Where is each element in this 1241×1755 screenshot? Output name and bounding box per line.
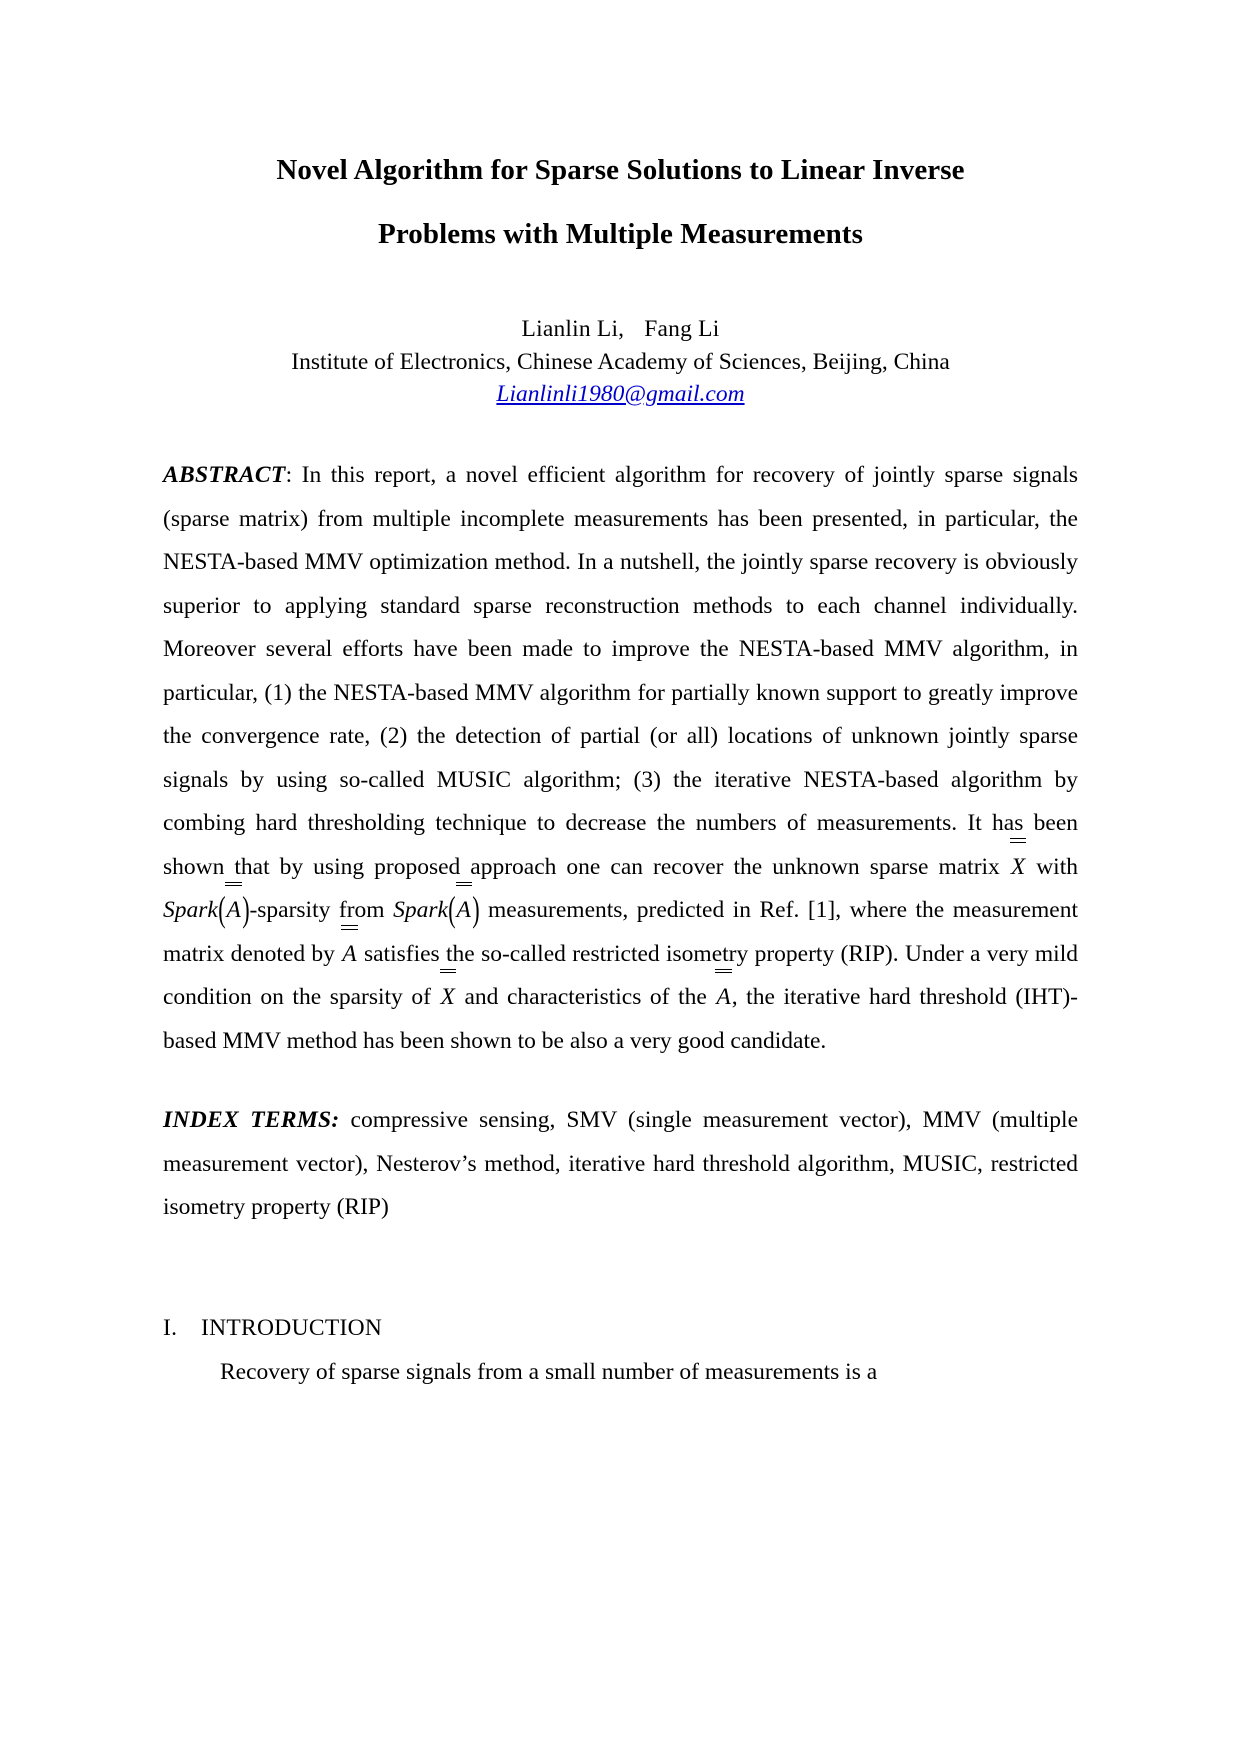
author-affiliation: Institute of Electronics, Chinese Academy of Sciences, Beijing, China <box>291 349 950 375</box>
abstract-text-part-4: measurements, predicted in Ref. [1], where the measurement matrix denoted by <box>163 897 1078 967</box>
section-numeral: I. <box>163 1314 178 1341</box>
paper-title <box>163 0 1078 266</box>
abstract-text-part-3: -sparsity from <box>249 897 394 923</box>
math-symbol-x-double-overline-2: X <box>440 976 456 1020</box>
section-paragraph: Recovery of sparse signals from a small number of measurements is a <box>220 1358 878 1385</box>
abstract-label-separator: : <box>285 462 302 488</box>
author-block <box>163 314 1078 410</box>
author-email-link[interactable]: Lianlinli1980@gmail.com <box>496 381 745 407</box>
abstract-paragraph <box>163 454 1078 1063</box>
abstract-label: ABSTRACT <box>163 462 286 488</box>
math-spark-expression-1: Spark(A) <box>163 897 249 923</box>
math-spark-name-1: Spark <box>163 897 218 923</box>
section-heading <box>163 1308 1078 1349</box>
math-symbol-a-double-overline-4: A <box>715 976 731 1020</box>
index-terms-label: INDEX TERMS: <box>163 1107 340 1133</box>
index-terms-text: compressive sensing, SMV (single measurement vector), MMV (multiple measurement vector), Nesterov’s method, iterative hard threshold algorithm, MUSIC, restricted isometry property (RIP) <box>163 1107 1078 1220</box>
section-heading-text: INTRODUCTION <box>201 1314 383 1341</box>
math-symbol-a-double-overline-3: A <box>341 933 357 977</box>
abstract-text-part-1: In this report, a novel efficient algorithm for recovery of jointly sparse signals (sparse matrix) from multiple incomplete measurements has been presented, in particular, the NESTA-based MMV optimization method. In a nutshell, the jointly sparse recovery is obviously superior to applying standard sparse reconstruction methods to each channel individually. Moreover several efforts have been made to improve the NESTA-based MMV algorithm, in particular, (1) the NESTA-based MMV algorithm for partially known support to greatly improve the convergence rate, (2) the detection of partial (or all) locations of unknown jointly sparse signals by using so-called MUSIC algorithm; (3) the iterative NESTA-based algorithm by combing hard thresholding technique to decrease the numbers of measurements. It has been shown that by using proposed approach one can recover the unknown sparse matrix <box>163 462 1078 880</box>
math-symbol-a-double-overline-1: A <box>225 889 241 933</box>
introduction-section <box>163 1308 1078 1393</box>
title-line-2: Problems with Multiple Measurements <box>378 218 863 250</box>
abstract-text-part-6: and characteristics of the <box>455 984 716 1010</box>
index-terms-section <box>163 1099 1078 1230</box>
abstract-text-part-5: satisfies the so-called restricted isometry property (RIP). Under a very mild condition on the sparsity of <box>163 940 1078 1010</box>
math-spark-name-2: Spark <box>393 897 448 923</box>
abstract-section <box>163 454 1078 1063</box>
title-line-1: Novel Algorithm for Sparse Solutions to Linear Inverse <box>276 154 965 186</box>
abstract-text-part-7: , the iterative hard threshold (IHT)-based MMV method has been shown to be also a very good candidate. <box>163 984 1078 1054</box>
author-name-first: Lianlin Li, <box>521 316 625 342</box>
author-name-second: Fang Li <box>644 316 720 342</box>
author-names <box>163 314 1078 345</box>
math-symbol-x-double-overline-1: X <box>1010 846 1026 890</box>
math-spark-expression-2: Spark(A) <box>393 897 479 923</box>
index-terms-paragraph <box>163 1099 1078 1230</box>
abstract-text-part-2: with <box>1026 853 1078 880</box>
page-content-column <box>163 0 1078 1393</box>
math-symbol-a-double-overline-2: A <box>456 889 472 933</box>
